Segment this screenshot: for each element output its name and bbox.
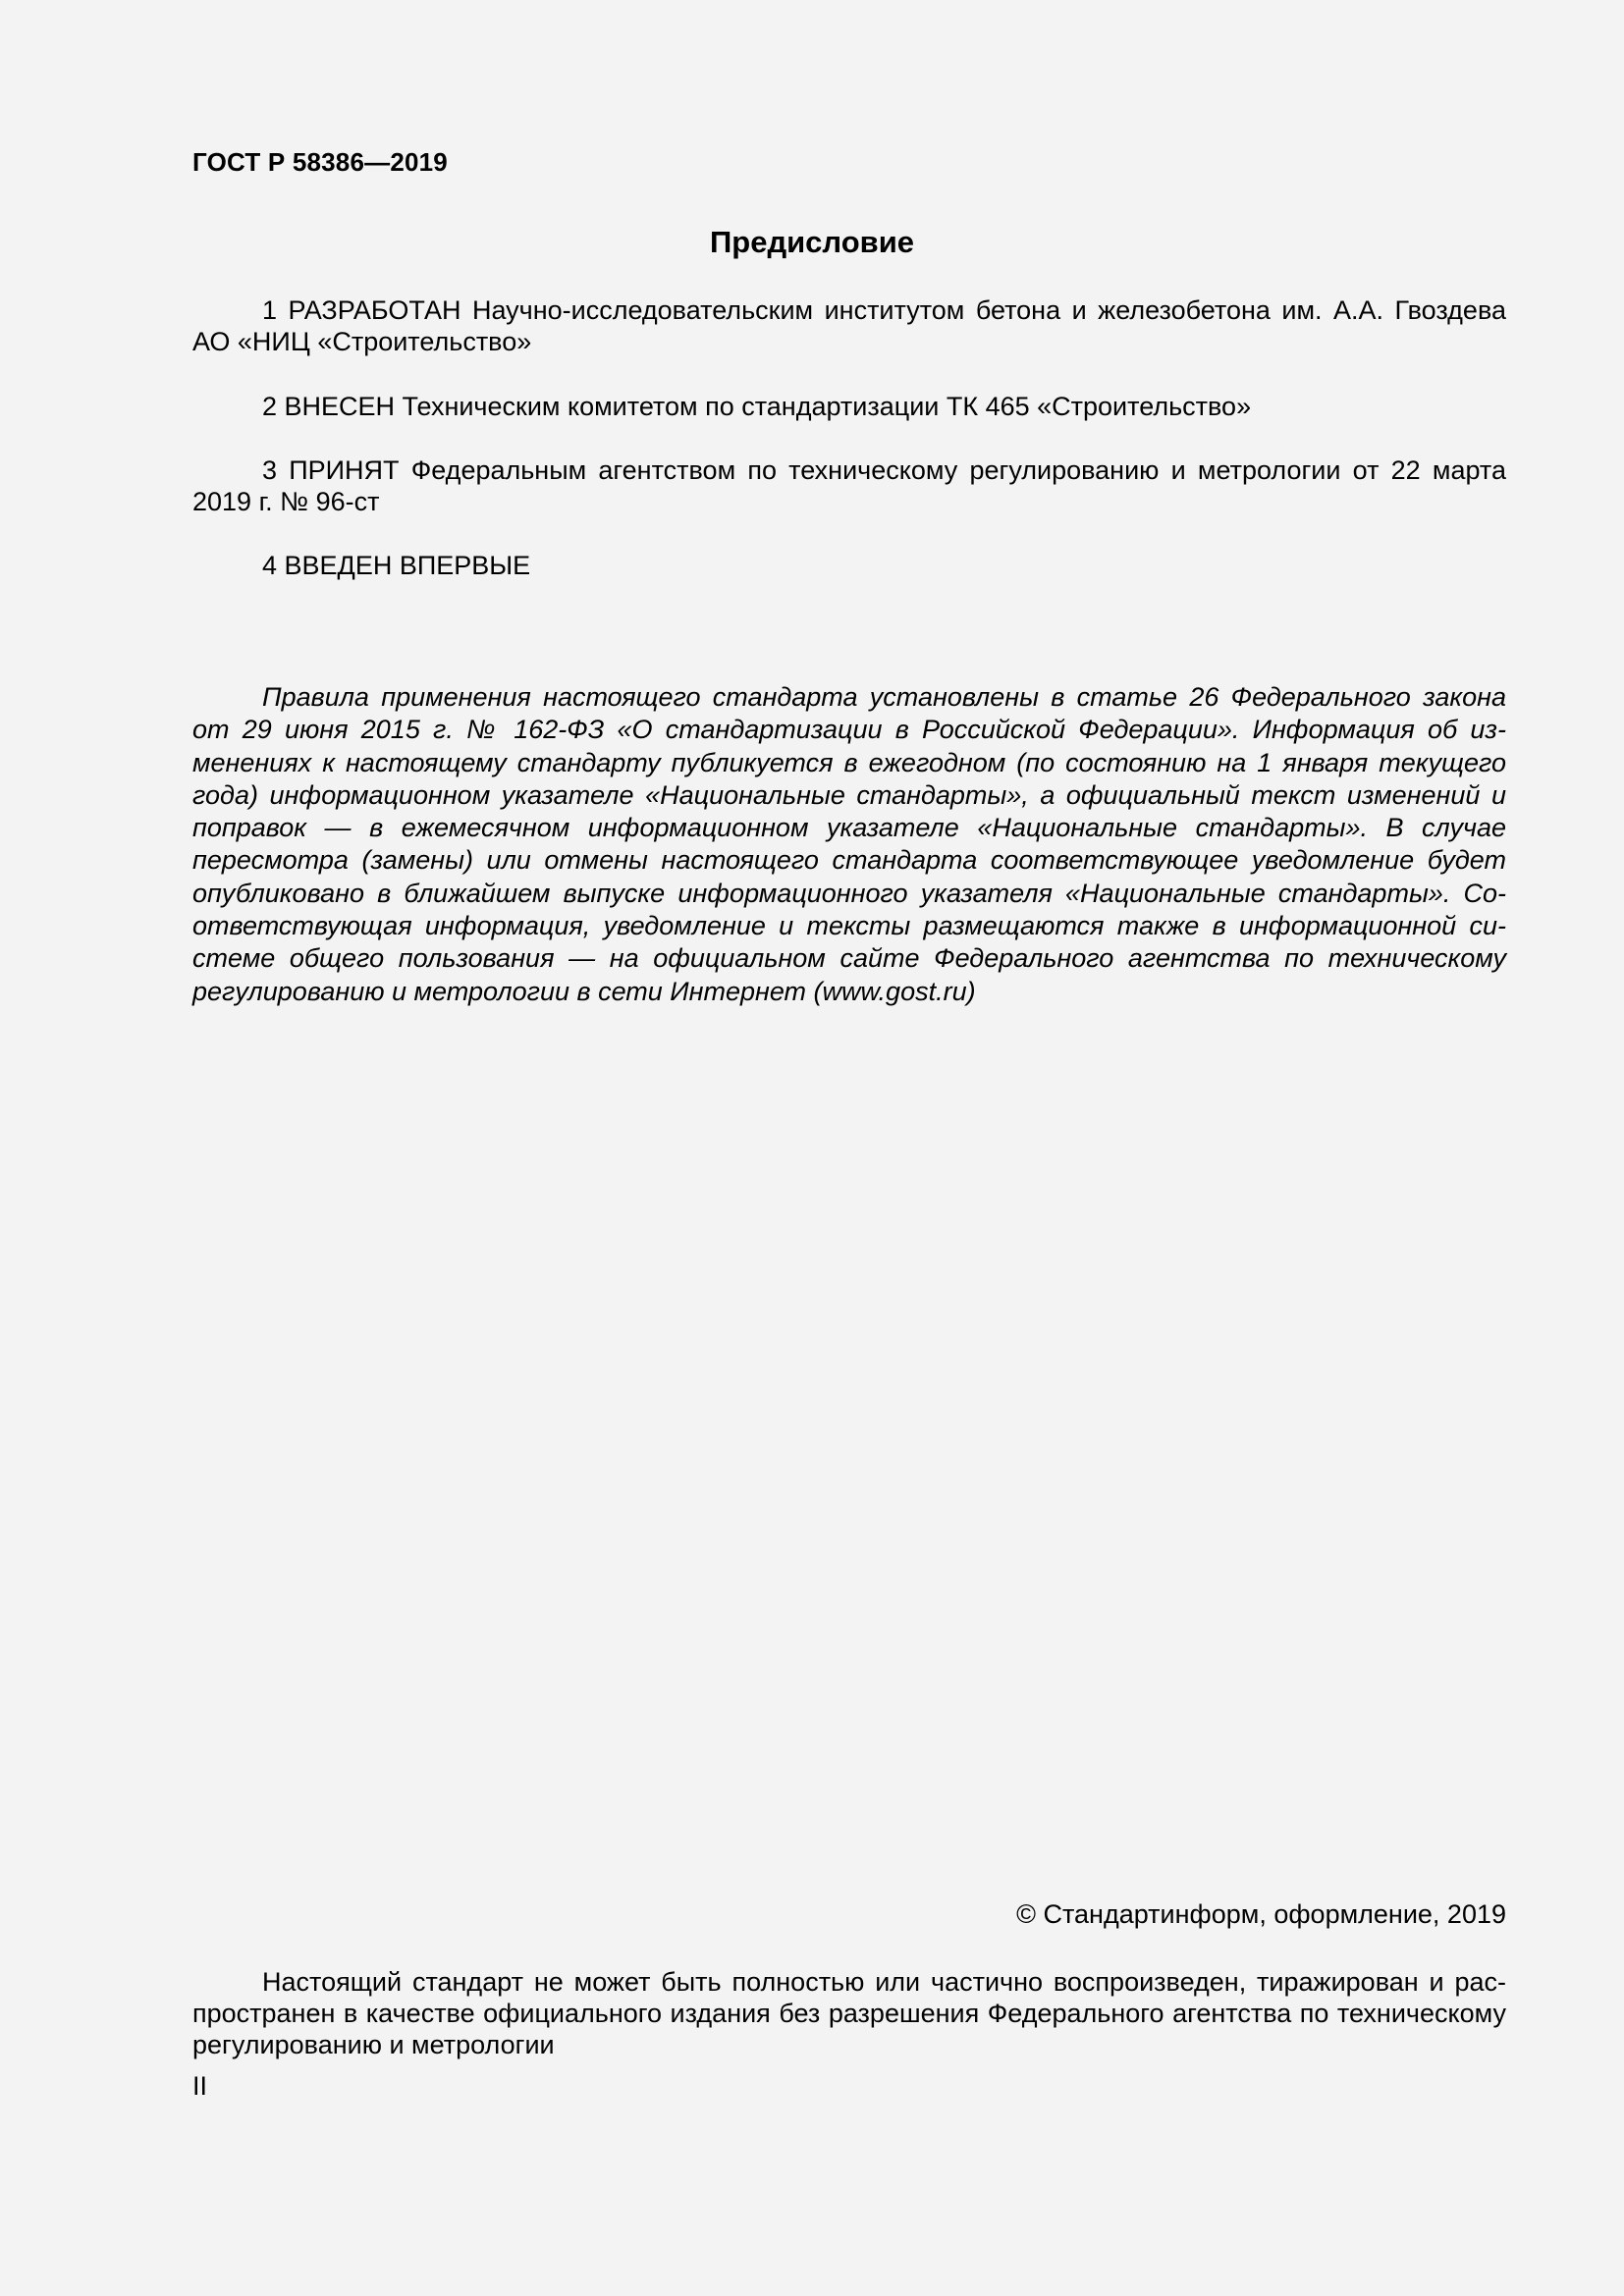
document-code-header: ГОСТ Р 58386—2019	[192, 147, 448, 177]
foreword-item-developed: 1 РАЗРАБОТАН Научно-исследовательским институтом бетона и железобетона им. А.А. Гвоздева АО «НИЦ «Строительство»	[192, 295, 1506, 356]
foreword-item-introduced: 4 ВВЕДЕН ВПЕРВЫЕ	[262, 551, 531, 580]
foreword-item-adopted: 3 ПРИНЯТ Федеральным агентством по техническому регулированию и метрологии от 22 марта 2019 г. № 96-ст	[192, 455, 1506, 516]
reproduction-notice: Настоящий стандарт не может быть полностью или частично воспроизведен, тиражирован и распространен в качестве официального издания без разрешения Федерального агентства по техническому регулированию и метрологии	[192, 1967, 1506, 2059]
copyright-line: © Стандартинформ, оформление, 2019	[1016, 1899, 1506, 1929]
foreword-item-submitted: 2 ВНЕСЕН Техническим комитетом по стандартизации ТК 465 «Строительство»	[262, 392, 1252, 421]
application-rules-notice: Правила применения настоящего стандарта установлены в статье 26 Федерального закона от 29 июня 2015 г. № 162-ФЗ «О стандартизации в Российской Федерации». Информация об изменениях к настоящему стандарту публикуется в ежегодном (по состоянию на 1 января текущего года) информационном указателе «Национальные стандарты», а официальный текст изменений и поправок — в ежемесячном информационном указателе «Национальные стандарты». В случае пересмотра (замены) или отмены настоящего стандарта соответствующее уведомление будет опубликовано в ближайшем выпуске информационного указателя «Национальные стандарты». Соответствующая информация, уведомление и тексты размещаются также в информационной системе общего пользования — на официальном сайте Федерального агентства по техническому регулированию и метрологии в сети Интернет (www.gost.ru)	[192, 682, 1506, 1006]
foreword-title: Предисловие	[709, 225, 914, 259]
page-number: II	[192, 2071, 208, 2101]
